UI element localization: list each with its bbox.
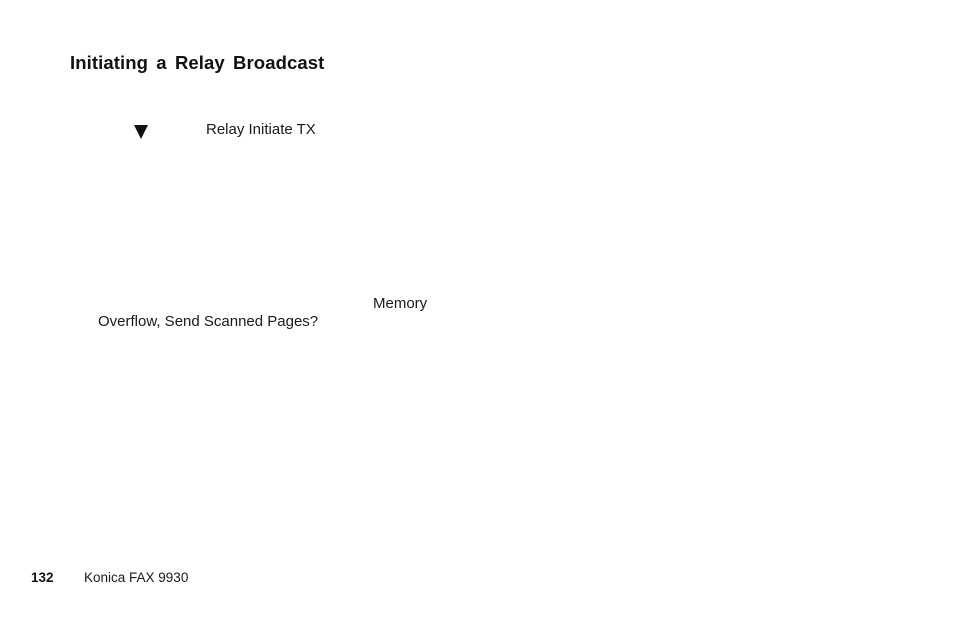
down-arrow-icon bbox=[134, 125, 148, 139]
memory-text: Memory bbox=[373, 295, 428, 312]
overflow-message: Overflow, Send Scanned Pages? bbox=[98, 313, 319, 330]
page-footer bbox=[31, 569, 188, 587]
page-number: 132 bbox=[31, 570, 54, 585]
product-name: Konica FAX 9930 bbox=[84, 570, 189, 585]
section-title: Initiating a Relay Broadcast bbox=[70, 52, 325, 73]
step-label: Relay Initiate TX bbox=[206, 121, 316, 138]
